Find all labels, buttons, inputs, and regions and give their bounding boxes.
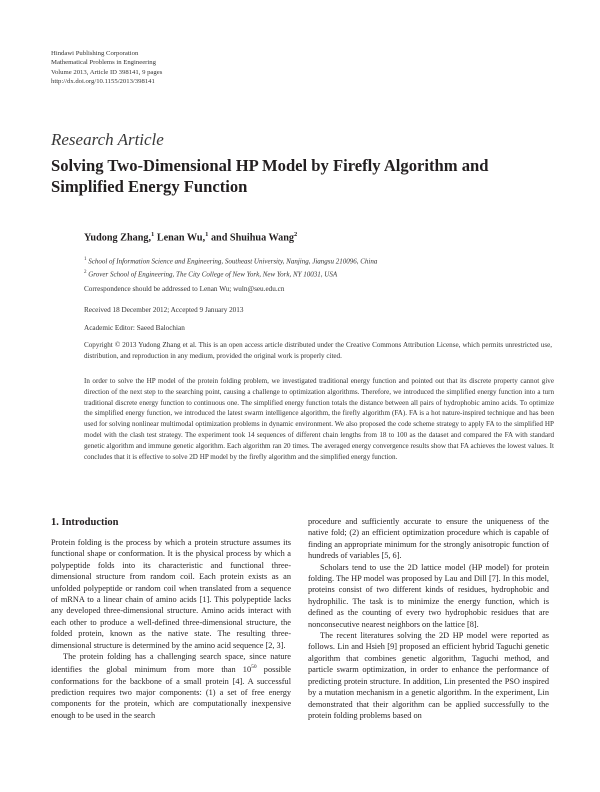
paragraph: procedure and sufficiently accurate to ensure the uniqueness of the native fold; (2) an efficient optimization procedure which is capable of finding an appropriate minimum for the strongly anisotropic function of hundreds of variables [5, 6]. — [308, 517, 549, 561]
paragraph: Scholars tend to use the 2D lattice model (HP model) for protein folding. The HP model was proposed by Lau and Dill [7]. In this model, proteins consist of two different kinds of residues, hydrophobic and hydrophilic. The task is to minimize the energy function, which is defined as the counting of every two hydrophobic residues that are nonconsecutive nearest neighbors on the lattice [8]. — [308, 562, 549, 629]
article-type: Research Article — [51, 130, 164, 149]
body-column-right — [308, 516, 549, 721]
author-list — [84, 231, 297, 243]
paragraph: Protein folding is the process by which a protein structure assumes its functional shape or conformation. It is the physical process by which a polypeptide folds into its characteristic and functional three-dimensional structure from random coil. Each protein exists as an unfolded polypeptide or random coil when translated from a sequence of mRNA to a linear chain of amino acids [1]. This polypeptide lacks any developed three-dimensional structure. Amino acids interact with each other to produce a well-defined three-dimensional structure, the folded protein, known as the native state. The resulting three-dimensional structure is determined by the amino acid sequence [2, 3]. — [51, 538, 291, 650]
author-affil-mark: 1 — [205, 231, 209, 238]
affiliation-mark: 1 — [84, 257, 87, 262]
author-affil-mark: 2 — [294, 231, 298, 238]
academic-editor: Academic Editor: Saeed Balochian — [84, 324, 185, 332]
author-name: and Shuihua Wang — [208, 232, 295, 244]
volume-info: Volume 2013, Article ID 398141, 9 pages — [51, 68, 163, 76]
abstract: In order to solve the HP model of the protein folding problem, we investigated traditional energy function and pointed out that its discrete property cannot give direction of the next step to the searching point, causing a challenge to optimization algorithms. Therefore, we introduced the simplified energy function into a turn traditional discrete energy function to continuous one. The simplified energy function totals the distance between all pairs of hydrophobic amino acids. To optimize the simplified energy function, we introduced the latest swarm intelligence algorithm, the firefly algorithm (FA). FA is a hot nature-inspired technique and has been used for solving nonlinear multimodal optimization problems in dynamic environment. We also proposed the code scheme strategy to apply FA to the simplified HP model with the clash test strategy. The experiment took 14 sequences of different chain lengths from 18 to 100 as the dataset and compared the FA with standard genetic algorithm and immune genetic algorithm. Each algorithm ran 20 times. The averaged energy convergence results show that FA achieves the lowest values. It concludes that it is effective to solve 2D HP model by the firefly algorithm and the simplified energy function. — [84, 377, 554, 461]
paragraph: The recent literatures solving the 2D HP model were reported as follows. Lin and Hsieh [9] proposed an efficient hybrid Taguchi genetic algorithm that combines genetic algorithm, Taguchi method, and particle swarm optimization, in order to enhance the performance of predicting protein structure. In addition, Lin presented the PSO inspired by a mutation mechanism in a genetic algorithm. In the experiment, Lin demonstrated that their algorithm can be applied successfully to the protein folding problems based on — [308, 631, 549, 720]
author-affil-mark: 1 — [151, 231, 155, 238]
correspondence: Correspondence should be addressed to Lenan Wu; wuln@seu.edu.cn — [84, 285, 285, 293]
doi-link[interactable]: http://dx.doi.org/10.1155/2013/398141 — [51, 78, 155, 86]
affiliation-text: School of Information Science and Engineering, Southeast University, Nanjing, Jiangsu 210096, China — [86, 257, 378, 266]
section-heading: 1. Introduction — [51, 517, 119, 528]
paragraph — [51, 651, 291, 721]
publisher-name: Hindawi Publishing Corporation — [51, 50, 139, 57]
exponent: 50 — [251, 664, 257, 671]
paragraph-text: The protein folding has a challenging search space, since nature identifies the global minimum from more than 10 — [51, 652, 291, 675]
affiliations — [84, 254, 377, 281]
author-name: Yudong Zhang, — [84, 232, 152, 244]
journal-name: Mathematical Problems in Engineering — [51, 59, 156, 67]
publication-header — [51, 49, 162, 87]
affiliation — [84, 254, 377, 267]
affiliation — [84, 267, 377, 280]
author-name: Lenan Wu, — [154, 232, 206, 244]
paper-title: Solving Two-Dimensional HP Model by Firefly Algorithm and Simplified Energy Function — [51, 156, 489, 196]
copyright-notice: Copyright © 2013 Yudong Zhang et al. This is an open access article distributed under the Creative Commons Attribution License, which permits unrestricted use, distribution, and reproduction in any medium, provided the original work is properly cited. — [84, 341, 552, 360]
paragraph-text: possible conformations for the backbone of a small protein [4]. A successful prediction requires two major components: (1) a set of free energy components for the protein, which are computationally inexpensive enough to be used in the search — [51, 665, 291, 720]
affiliation-text: Grover School of Engineering, The City College of New York, New York, NY 10031, USA — [86, 270, 338, 279]
affiliation-mark: 2 — [84, 270, 87, 276]
body-column-left — [51, 537, 291, 721]
received-accepted-dates: Received 18 December 2012; Accepted 9 January 2013 — [84, 306, 244, 314]
